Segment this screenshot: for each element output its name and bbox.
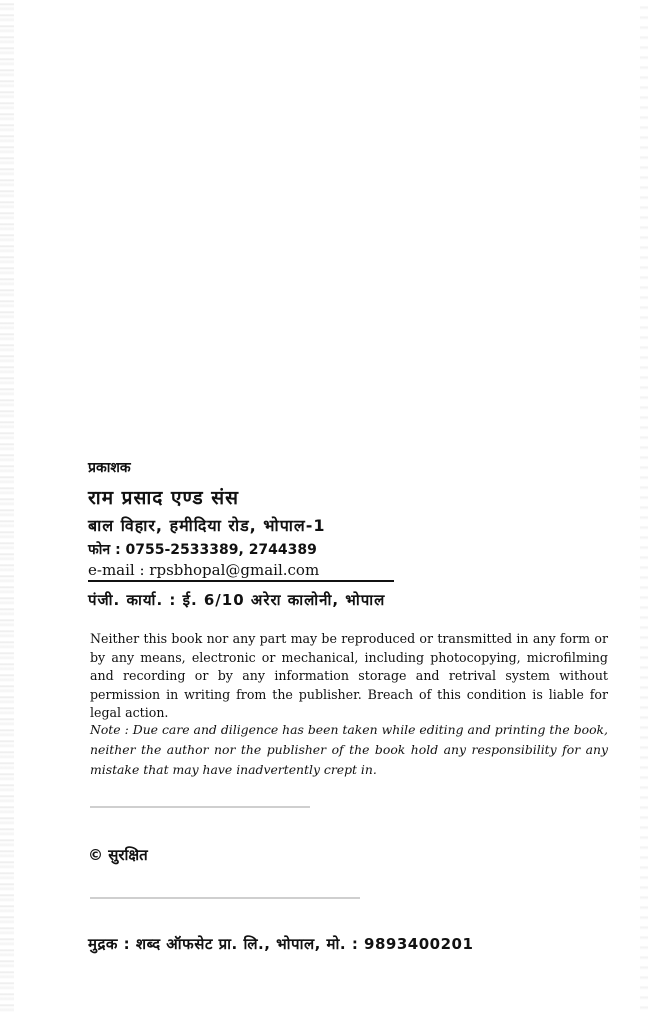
publisher-label: प्रकाशक bbox=[88, 460, 131, 476]
divider-rule bbox=[88, 580, 394, 582]
copyright-line: © सुरक्षित bbox=[88, 846, 148, 864]
faint-scan-line bbox=[90, 806, 310, 808]
printer-line: मुद्रक : शब्द ऑफसेट प्रा. लि., भोपाल, मो. : 9893400201 bbox=[88, 935, 474, 953]
scan-edge-left bbox=[0, 0, 14, 1014]
publisher-phone: फोन : 0755-2533389, 2744389 bbox=[88, 542, 317, 558]
publisher-address: बाल विहार, हमीदिया रोड, भोपाल-1 bbox=[88, 516, 326, 535]
rights-notice: Neither this book nor any part may be reproduced or transmitted in any form or by any means, electronic or mechanical, including photocopying, microfilming and recording or by any information storage and retrival system without permission in writing from the publisher. Breach of this condition is liable for legal action. bbox=[90, 631, 608, 720]
publisher-name: राम प्रसाद एण्ड संस bbox=[88, 487, 239, 509]
registered-office: पंजी. कार्या. : ई. 6/10 अरेरा कालोनी, भोपाल bbox=[88, 591, 386, 609]
disclaimer-note: Note : Due care and diligence has been taken while editing and printing the book, neither the author nor the publisher of the book hold any responsibility for any mistake that may have inadvertently crept in. bbox=[90, 722, 608, 777]
scan-edge-right bbox=[640, 0, 648, 1014]
publisher-email: e-mail : rpsbhopal@gmail.com bbox=[88, 561, 320, 579]
faint-scan-line bbox=[90, 897, 360, 899]
